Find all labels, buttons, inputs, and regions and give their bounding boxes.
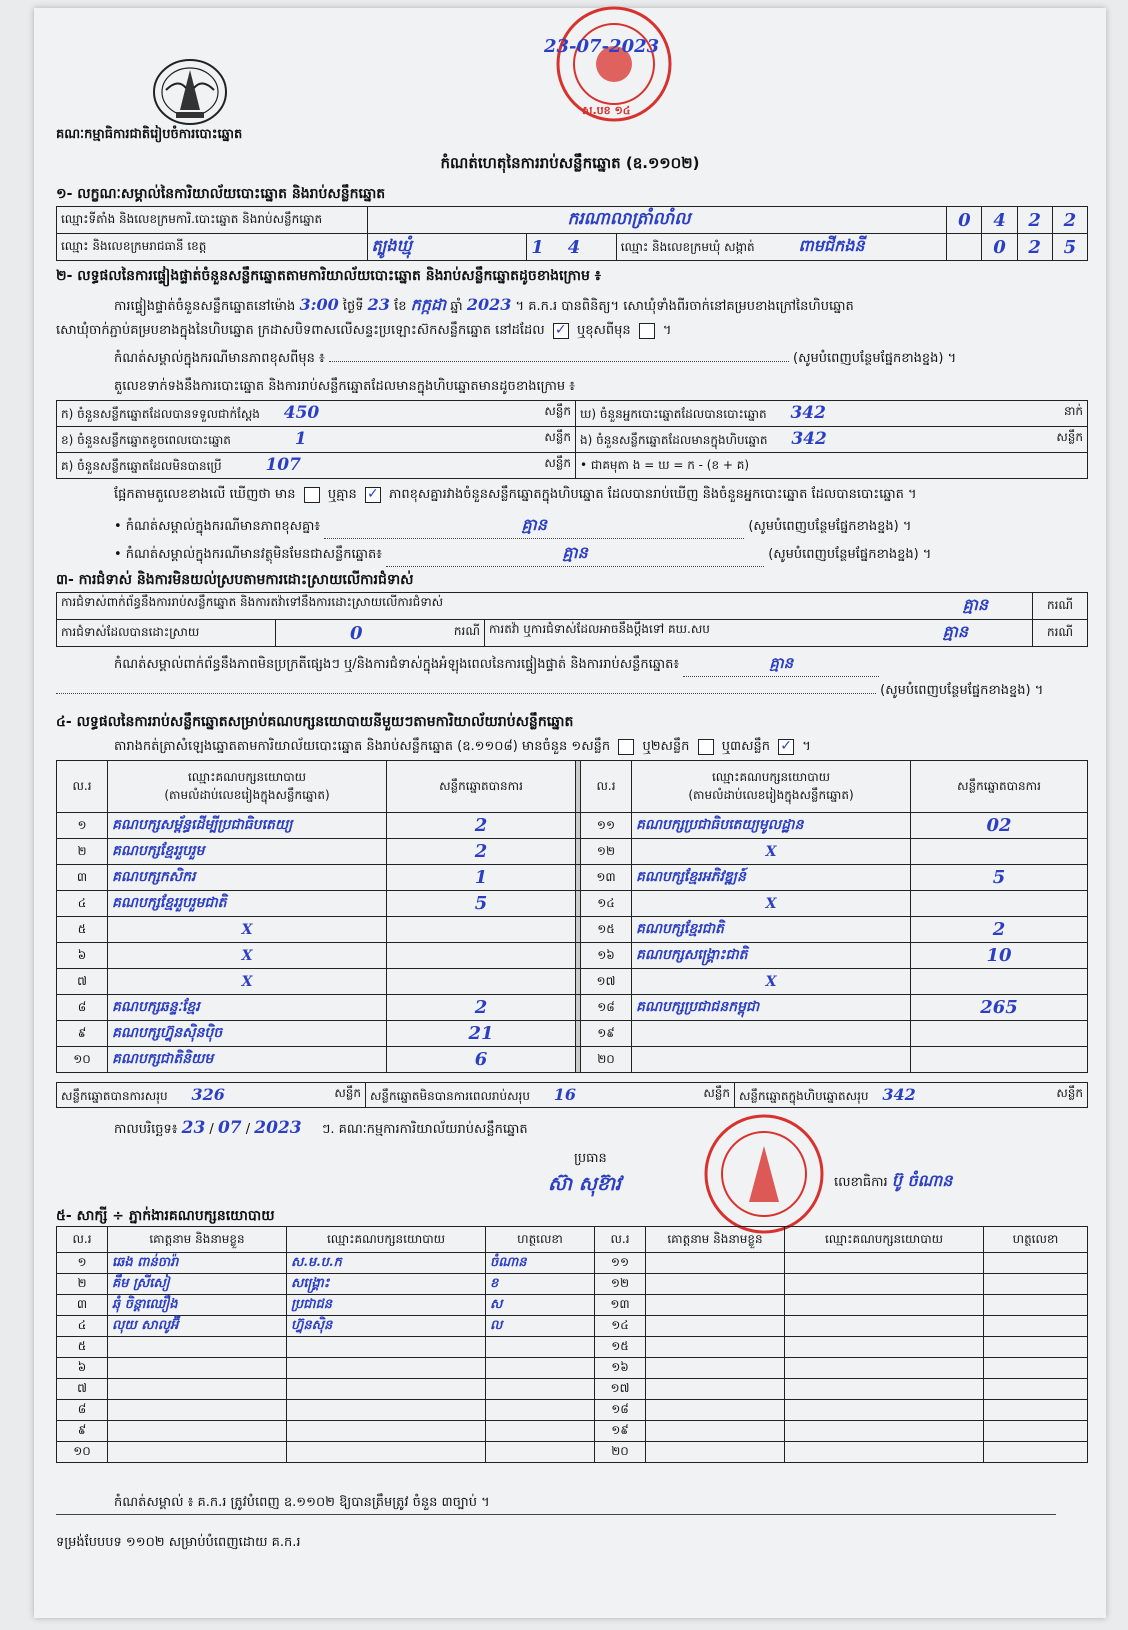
row-no: ៧ xyxy=(57,969,108,995)
row-no: ១៥ xyxy=(581,917,632,943)
witness-row xyxy=(57,1316,1088,1337)
witness-name: លុយ សាលូអ៊ី xyxy=(108,1316,287,1337)
stamp-text: ស.បខ ១៤ xyxy=(582,104,631,117)
witness-name: ឆុំ ចិន្តាឈឿង xyxy=(108,1295,287,1316)
changed-checkbox[interactable] xyxy=(639,323,655,339)
divider xyxy=(56,1514,1056,1515)
results-row xyxy=(57,865,1088,891)
witness-party: សង្គ្រោះ xyxy=(287,1274,486,1295)
bullet-foreign-object: • កំណត់សម្គាល់ក្នុងករណីមានវត្ថុមិនមែនជាសន្លឹកឆ្នោត៖ គ្មាន (សូមបំពេញបន្ថែមផ្នែកខាងខ្នង) ។ xyxy=(114,542,1094,567)
witness-name xyxy=(108,1358,287,1379)
row-no: ១១ xyxy=(581,813,632,839)
witness-name xyxy=(108,1337,287,1358)
results-row xyxy=(57,813,1088,839)
results-row xyxy=(57,1021,1088,1047)
party-name: X xyxy=(108,917,387,943)
witness-table: ល.រ គោត្តនាម និងនាមខ្លួន ឈ្មោះគណបក្សនយោបាយ ហត្ថលេខា ល.រ គោត្តនាម និងនាមខ្លួន ឈ្មោះគណបក្សនយោបាយ ហត្ថលេខា ១ ឆេង ពាន់ចារ៉ា ស.ម.ប.ក ចំណាន ១១ ២ គឹម ស្រីសៀ សង្គ្រោះ ខ ១២ ៣ ឆុំ ចិន្តាឈឿង ប្រជាជន ស ១៣ ៤ លុយ សាលូអ៊ី ហ្វ៊ុនស៊ិន ល ១៤ ៥ ១៥ ៦ ១៦ ៧ ១៧ ៨ ១៨ ៩ ១៩ ១០ ២០ xyxy=(56,1226,1088,1463)
party-name: គណបក្សប្រជាជនកម្ពុជា xyxy=(632,995,911,1021)
witness-no: ១៣ xyxy=(595,1295,646,1316)
party-votes xyxy=(911,839,1088,865)
witness-no: ៧ xyxy=(57,1379,108,1400)
form-title: កំណត់ហេតុនៃការរាប់សន្លឹកឆ្នោត (ឧ.១១០២) xyxy=(440,154,700,172)
witness-party xyxy=(287,1400,486,1421)
witness-signature: ស xyxy=(486,1295,595,1316)
one-sheet-checkbox[interactable] xyxy=(618,739,634,755)
witness-no: ៩ xyxy=(57,1421,108,1442)
witness-name xyxy=(108,1400,287,1421)
witness-party: ប្រជាជន xyxy=(287,1295,486,1316)
row-no: ១៧ xyxy=(581,969,632,995)
chair-signature: ស៊ា សុខ៊ាវ xyxy=(548,1173,621,1195)
witness-name xyxy=(108,1442,287,1463)
results-row xyxy=(57,943,1088,969)
party-name xyxy=(632,1047,911,1073)
three-sheet-checkbox[interactable] xyxy=(778,739,794,755)
witness-no: ១៨ xyxy=(595,1400,646,1421)
date-line: កាលបរិច្ឆេទ៖ 23 / 07 / 2023 ៗ. គណៈកម្មការការិយាល័យរាប់សន្លឹកឆ្នោត xyxy=(114,1118,528,1138)
row-no: ៤ xyxy=(57,891,108,917)
witness-no: ១ xyxy=(57,1253,108,1274)
party-name: X xyxy=(632,839,911,865)
count-e: ង) ចំនួនសន្លឹកឆ្នោតដែលមានក្នុងហិបឆ្នោត 342 សន្លឹក xyxy=(576,427,1088,453)
witness-no: ៥ xyxy=(57,1337,108,1358)
party-name: គណបក្សខ្មែរអភិវឌ្ឍន៍ xyxy=(632,865,911,891)
row-no: ១៦ xyxy=(581,943,632,969)
count-a: ក) ចំនួនសន្លឹកឆ្នោតដែលបានទទួលជាក់ស្តែង 450 សន្លឹក xyxy=(57,401,576,427)
witness-row xyxy=(57,1400,1088,1421)
chair-label: ប្រធាន xyxy=(574,1151,607,1166)
loc-digit-1: 0 xyxy=(947,207,982,234)
form-code: ទម្រង់បែបបទ ១១០២ សម្រាប់បំពេញដោយ គ.ក.រ xyxy=(56,1535,301,1550)
witness-name xyxy=(108,1421,287,1442)
witness-signature xyxy=(486,1442,595,1463)
party-name: គណបក្សខ្មែររួបរួម xyxy=(108,839,387,865)
verification-line: ការផ្ទៀងផ្ទាត់ចំនួនសន្លឹកឆ្នោតនៅម៉ោង 3:00 ថ្ងៃទី 23 ខែ កក្កដា ឆ្នាំ 2023 ។ គ.ក.រ បានពិនិត្យ។ សោឃុំទាំងពីរចាក់នៅគម្របខាងក្រៅនៃហិបឆ្នោត xyxy=(114,295,854,314)
seal-line: សោឃុំចាក់ភ្ជាប់គម្របខាងក្នុងនៃហិបឆ្នោត ក្រដាសបិទពាសលើសន្ទះប្រឡោះស៊កសន្លឹកឆ្នោត នៅដដែល ✓ ឬខុសពីមុន ។ xyxy=(56,322,1096,341)
witness-row xyxy=(57,1295,1088,1316)
party-name: X xyxy=(632,969,911,995)
party-name: គណបក្សខ្មែររួបរួមជាតិ xyxy=(108,891,387,917)
loc-digit-2: 4 xyxy=(982,207,1017,234)
party-votes xyxy=(911,891,1088,917)
witness-row xyxy=(57,1337,1088,1358)
witness-row xyxy=(57,1274,1088,1295)
official-stamp-bottom xyxy=(694,1110,834,1240)
party-name: គណបក្សហ្វ៊ុនស៊ិនប៉ិច xyxy=(108,1021,387,1047)
witness-no: ១២ xyxy=(595,1274,646,1295)
unchanged-checkbox[interactable] xyxy=(553,323,569,339)
results-row xyxy=(57,995,1088,1021)
commune-cell: ឈ្មោះ និងលេខក្រមឃុំ សង្កាត់ ពាមជីកងនី xyxy=(616,234,947,261)
stamp-date: 23-07-2023 xyxy=(544,36,660,57)
witness-no: ១៩ xyxy=(595,1421,646,1442)
witness-signature xyxy=(486,1421,595,1442)
com-digit-1: 0 xyxy=(982,234,1017,261)
section3-heading: ៣- ការជំទាស់ និងការមិនយល់ស្របតាមការដោះស្រាយលើការជំទាស់ xyxy=(56,572,414,588)
results-table: ល.រ ឈ្មោះគណបក្សនយោបាយ (តាមលំដាប់លេខរៀងក្នុងសន្លឹកឆ្នោត) សន្លឹកឆ្នោតបានការ ល.រ ឈ្មោះគណបក្សនយោបាយ (តាមលំដាប់លេខរៀងក្នុងសន្លឹកឆ្នោត) សន្លឹកឆ្នោតបានការ ១ គណបក្សសម្ព័ន្ធដើម្បីប្រជាធិបតេយ្យ 2 ១១ គណបក្សប្រជាធិបតេយ្យមូលដ្ឋាន 02 ២ គណបក្សខ្មែររួបរួម 2 ១២ X ៣ គណបក្សកសិករ 1 ១៣ គណបក្សខ្មែរអភិវឌ្ឍន៍ 5 ៤ គណបក្សខ្មែររួបរួមជាតិ 5 ១៤ X ៥ X ១៥ គណបក្សខ្មែរជាតិ 2 ៦ X ១៦ គណបក្សសង្គ្រោះជាតិ 10 ៧ X ១៧ X ៨ គណបក្សឆន្ទៈខ្មែរ 2 ១៨ គណបក្សប្រជាជនកម្ពុជា 265 ៩ គណបក្សហ្វ៊ុនស៊ិនប៉ិច 21 ១៩ ១០ គណបក្សជាតិនិយម 6 ២០ xyxy=(56,760,1088,1073)
section5-heading: ៥- សាក្សី ÷ ភ្នាក់ងារគណបក្សនយោបាយ xyxy=(56,1208,275,1224)
count-formula: • ជាគមុតា ង = ឃ = ក - (ខ + គ) xyxy=(576,453,1088,479)
witness-name: គឹម ស្រីសៀ xyxy=(108,1274,287,1295)
row-no: ១ xyxy=(57,813,108,839)
witness-signature xyxy=(486,1337,595,1358)
difference-note: កំណត់សម្គាល់ក្នុងករណីមានភាពខុសពីមុន ៖ (សូមបំពេញបន្ថែមផ្នែកខាងខ្នង) ។ xyxy=(114,351,957,366)
witness-no: ១៧ xyxy=(595,1379,646,1400)
totals-table xyxy=(56,1082,1088,1108)
section4-heading: ៤- លទ្ធផលនៃការរាប់សន្លឹកឆ្នោតសម្រាប់គណបក្សនយោបាយនីមួយៗតាមការិយាល័យរាប់សន្លឹកឆ្នោត xyxy=(56,714,574,730)
counts-intro: តួលេខទាក់ទងនឹងការបោះឆ្នោត និងការរាប់សន្លឹកឆ្នោតដែលមានក្នុងហិបឆ្នោតមានដូចខាងក្រោម ៖ xyxy=(114,379,575,394)
witness-no: ៨ xyxy=(57,1400,108,1421)
nec-emblem-icon xyxy=(150,52,230,128)
witness-name xyxy=(108,1379,287,1400)
witness-no: ១៤ xyxy=(595,1316,646,1337)
total-valid: សន្លឹកឆ្នោតបានការសរុប 326 សន្លឹក xyxy=(57,1083,366,1108)
party-name: គណបក្សឆន្ទៈខ្មែរ xyxy=(108,995,387,1021)
witness-signature xyxy=(486,1379,595,1400)
party-name: គណបក្សសង្គ្រោះជាតិ xyxy=(632,943,911,969)
witness-party: ហ្វ៊ុនស៊ិន xyxy=(287,1316,486,1337)
witness-no: ១១ xyxy=(595,1253,646,1274)
row-no: ១០ xyxy=(57,1047,108,1073)
witness-party xyxy=(287,1379,486,1400)
secretary-line: លេខាធិការ ប៊ូ ចំណាន xyxy=(834,1171,953,1190)
location-value: ករណាលាត្រាំលាំល xyxy=(367,207,947,234)
party-votes xyxy=(387,917,576,943)
row-no: ៩ xyxy=(57,1021,108,1047)
witness-signature: ចំណាន xyxy=(486,1253,595,1274)
party-name: X xyxy=(632,891,911,917)
section1-table xyxy=(56,206,1088,261)
province-label: ឈ្មោះ និងលេខក្រមរាជធានី ខេត្ត xyxy=(57,234,368,261)
irregularity-note: កំណត់សម្គាល់ពាក់ព័ន្ធនឹងភាពមិនប្រក្រតីផ្សេងៗ ឬ/និងការជំទាស់ក្នុងអំឡុងពេលនៃការផ្ទៀងផ្ទាត់ និងការរាប់សន្លឹកឆ្នោត៖ គ្មាន xyxy=(114,654,1094,677)
row-no: ២០ xyxy=(581,1047,632,1073)
witness-signature: ខ xyxy=(486,1274,595,1295)
witness-no: ១០ xyxy=(57,1442,108,1463)
com-digit-3: 5 xyxy=(1052,234,1087,261)
party-name xyxy=(632,1021,911,1047)
party-votes xyxy=(387,969,576,995)
total-invalid: សន្លឹកឆ្នោតមិនបានការពេលរាប់សរុប 16 សន្លឹក xyxy=(366,1083,735,1108)
witness-no: ៣ xyxy=(57,1295,108,1316)
party-name: គណបក្សកសិករ xyxy=(108,865,387,891)
party-votes: 5 xyxy=(911,865,1088,891)
witness-signature xyxy=(486,1358,595,1379)
row-no: ១២ xyxy=(581,839,632,865)
party-name: គណបក្សជាតិនិយម xyxy=(108,1047,387,1073)
party-votes: 21 xyxy=(387,1021,576,1047)
com-digit-2: 2 xyxy=(1017,234,1052,261)
row-no: ២ xyxy=(57,839,108,865)
row-no: ៦ xyxy=(57,943,108,969)
witness-row xyxy=(57,1421,1088,1442)
has-difference-checkbox[interactable] xyxy=(304,487,320,503)
row-no: ១៤ xyxy=(581,891,632,917)
row-no: ១៨ xyxy=(581,995,632,1021)
witness-row xyxy=(57,1253,1088,1274)
party-name: គណបក្សសម្ព័ន្ធដើម្បីប្រជាធិបតេយ្យ xyxy=(108,813,387,839)
witness-party xyxy=(287,1421,486,1442)
loc-digit-4: 2 xyxy=(1052,207,1087,234)
section2-heading: ២- លទ្ធផលនៃការផ្ទៀងផ្ទាត់ចំនួនសន្លឹកឆ្នោតតាមការិយាល័យបោះឆ្នោត និងរាប់សន្លឹកឆ្នោតដូចខាងក្រោម ៖ xyxy=(56,268,601,284)
party-votes: 265 xyxy=(911,995,1088,1021)
count-c: គ) ចំនួនសន្លឹកឆ្នោតដែលមិនបានប្រើ 107 សន្លឹក xyxy=(57,453,576,479)
party-votes: 2 xyxy=(911,917,1088,943)
no-difference-checkbox[interactable] xyxy=(365,487,381,503)
witness-signature xyxy=(486,1400,595,1421)
compare-line: ផ្អែកតាមតួលេខខាងលើ ឃើញថា មាន ឬគ្មាន ✓ ភាពខុសគ្នារវាងចំនួនសន្លឹកឆ្នោតក្នុងហិបឆ្នោត ដែលបានរាប់ឃើញ និងចំនួនអ្នកបោះឆ្នោត ដែលបានបោះឆ្នោត ។ xyxy=(114,486,1094,505)
resolved-count: 0 ករណី xyxy=(276,620,485,647)
row-no: ៨ xyxy=(57,995,108,1021)
witness-no: ១៥ xyxy=(595,1337,646,1358)
row-no: ១៩ xyxy=(581,1021,632,1047)
committee-name: គណៈកម្មាធិការជាតិរៀបចំការបោះឆ្នោត xyxy=(56,127,243,142)
form-page: 23-07-2023 ស.បខ ១៤ គណៈកម្មាធិការជាតិរៀបចំការបោះឆ្នោត កំណត់ហេតុនៃការរាប់សន្លឹកឆ្នោត (ឧ.១១០២) ១- លក្ខណៈសម្គាល់នៃការិយាល័យបោះឆ្នោត និងរាប់សន្លឹកឆ្នោត ឈ្មោះទីតាំង និងលេខក្រមការិ.បោះឆ្នោត និងរាប់សន្លឹកឆ្នោត ករណាលាត្រាំលាំល 0 4 2 2 ឈ្មោះ និងលេខក្រមរាជធានី ខេត្ត ត្បូងឃ្មុំ 14 ឈ្មោះ និងលេខក្រមឃុំ សង្កាត់ ពាមជីកងនី 0 2 5 ២- លទ្ធផលនៃការផ្ទៀងផ្ទាត់ចំនួនសន្លឹកឆ្នោតតាមការិយាល័យបោះឆ្នោត និងរាប់សន្លឹកឆ្នោតដូចខាងក្រោម ៖ ការផ្ទៀងផ្ទាត់ចំនួនសន្លឹកឆ្នោតនៅម៉ោង 3:00 ថ្ងៃទី 23 ខែ កក្កដា ឆ្នាំ 2023 ។ គ.ក.រ បានពិនិត្យ។ សោឃុំទាំងពីរចាក់នៅគម្របខាងក្រៅនៃហិបឆ្នោត សោឃុំចាក់ភ្ជាប់គម្របខាងក្នុងនៃហិបឆ្នោត ក្រដាសបិទពាសលើសន្ទះប្រឡោះស៊កសន្លឹកឆ្នោត នៅដដែល ✓ ឬខុសពីមុន ។ កំណត់សម្គាល់ក្នុងករណីមានភាពខុសពីមុន ៖ (សូមបំពេញបន្ថែមផ្នែកខាងខ្នង) ។ តួលេខទាក់ទងនឹងការបោះឆ្នោត និងការរាប់សន្លឹកឆ្នោតដែលមានក្នុងហិបឆ្នោតមានដូចខាងក្រោម ៖ ក) ចំនួនសន្លឹកឆ្នោតដែលបានទទួលជាក់ស្តែង 450 សន្លឹក ឃ) ចំនួនអ្នកបោះឆ្នោតដែលបានបោះឆ្នោត 342 នាក់ ខ) ចំនួនសន្លឹកឆ្នោតខូចពេលបោះឆ្នោត 1 សន្លឹក ង) ចំនួនសន្លឹកឆ្នោតដែលមានក្នុងហិបឆ្នោត 342 សន្លឹក គ) ចំនួនសន្លឹកឆ្នោតដែលមិនបានប្រើ 107 សន្លឹក • ជាគមុតា ង = ឃ = ក - (ខ + គ) ផ្អែកតាមតួលេខខាងលើ ឃើញថា មាន ឬគ្មាន ✓ ភាពខុសគ្នារវាងចំនួនសន្លឹកឆ្នោតក្នុងហិបឆ្នោត ដែលបានរាប់ឃើញ និងចំនួនអ្នកបោះឆ្នោត ដែលបានបោះឆ្នោត ។ • កំណត់សម្គាល់ក្នុងករណីមានភាពខុសគ្នា៖ គ្មាន (សូមបំពេញបន្ថែមផ្នែកខាងខ្នង) ។ • កំណត់សម្គាល់ក្នុងករណីមានវត្ថុមិនមែនជាសន្លឹកឆ្នោត៖ គ្មាន (សូមបំពេញបន្ថែមផ្នែកខាងខ្នង) ។ ៣- ការជំទាស់ និងការមិនយល់ស្របតាមការដោះស្រាយលើការជំទាស់ ការជំទាស់ពាក់ព័ន្ធនឹងការរាប់សន្លឹកឆ្នោត និងការតវ៉ាទៅនឹងការដោះស្រាយលើការជំទាស់ គ្មាន ករណី ការជំទាស់ដែលបានដោះស្រាយ 0 ករណី ការតវ៉ា ឬការជំទាស់ដែលអាចនឹងប្តឹងទៅ គឃ.សប គ្មាន ករណី កំណត់សម្គាល់ពាក់ព័ន្ធនឹងភាពមិនប្រក្រតីផ្សេងៗ ឬ/និងការជំទាស់ក្នុងអំឡុងពេលនៃការផ្ទៀងផ្ទាត់ និងការរាប់សន្លឹកឆ្នោត៖ គ្មាន (សូមបំពេញបន្ថែមផ្នែកខាងខ្នង) ។ ៤- លទ្ធផលនៃការរាប់សន្លឹកឆ្នោតសម្រាប់គណបក្សនយោបាយនីមួយៗតាមការិយាល័យរាប់សន្លឹកឆ្នោត តារាងកត់ត្រាសំឡេងឆ្នោតតាមការិយាល័យបោះឆ្នោត និងរាប់សន្លឹកឆ្នោត (ឧ.១១០៨) មានចំនួន ១សន្លឹក ឬ២សន្លឹក ឬ៣សន្លឹក ✓ ។ ល.រ ឈ្មោះគណបក្សនយោបាយ (តាមលំដាប់លេខរៀងក្នុងសន្លឹកឆ្នោត) សន្លឹកឆ្នោតបានការ ល.រ ឈ្មោះគណបក្សនយោបាយ (តាមលំដាប់លេខរៀងក្នុងសន្លឹកឆ្នោត) សន្លឹកឆ្នោតបានការ ១ គណបក្សសម្ព័ន្ធដើម្បីប្រជាធិបតេយ្យ 2 ១១ គណបក្សប្រជាធិបតេយ្យមូលដ្ឋាន 02 ២ គណបក្សខ្មែររួបរួម 2 ១២ X ៣ គណបក្សកសិករ 1 ១៣ គណបក្សខ្មែរអភិវឌ្ឍន៍ 5 ៤ គណបក្សខ្មែររួបរួមជាតិ 5 ១៤ X ៥ X ១៥ គណបក្សខ្មែរជាតិ 2 ៦ X ១៦ គណបក្សសង្គ្រោះជាតិ 10 ៧ X ១៧ X ៨ គណបក្សឆន្ទៈខ្មែរ 2 ១៨ គណបក្សប្រជាជនកម្ពុជា 265 ៩ គណបក្សហ្វ៊ុនស៊ិនប៉ិច 21 ១៩ ១០ គណបក្សជាតិនិយម 6 ២០ សន្លឹកឆ្នោតបានការសរុប 326 សន្លឹក សន្លឹកឆ្នោតមិនបានការពេលរាប់សរុប 16 សន្លឹក សន្លឹកឆ្នោតក្នុងហិបឆ្នោតសរុប 342 សន្លឹក កាលបរិច្ឆេទ៖ 23 / 07 / 2023 ៗ. គណៈកម្មការការិយាល័យរាប់សន្លឹកឆ្នោត ប្រធាន ស៊ា សុខ៊ាវ លេខាធិការ ប៊ូ ចំណាន ៥- សាក្សី ÷ ភ្នាក់ងារគណបក្សនយោបាយ ល.រ គោត្តនាម និងនាមខ្លួន ឈ្មោះគណបក្សនយោបាយ ហត្ថលេខា ល.រ គោត្តនាម និងនាមខ្លួន ឈ្មោះគណបក្សនយោបាយ ហត្ថលេខា ១ ឆេង ពាន់ចារ៉ា ស.ម.ប.ក ចំណាន ១១ ២ គឹម ស្រីសៀ សង្គ្រោះ ខ ១២ ៣ ឆុំ ចិន្តាឈឿង ប្រជាជន ស ១៣ ៤ លុយ សាលូអ៊ី ហ្វ៊ុនស៊ិន ល ១៤ ៥ ១៥ ៦ ១៦ ៧ ១៧ ៨ ១៨ ៩ ១៩ ១០ ២០ កំណត់សម្គាល់ ៖ គ.ក.រ ត្រូវបំពេញ ឧ.១១០២ ឱ្យបានត្រឹមត្រូវ ចំនួន ៣ច្បាប់ ។ ទម្រង់បែបបទ ១១០២ សម្រាប់បំពេញដោយ គ.ក.រ xyxy=(34,8,1106,1618)
party-votes xyxy=(911,1021,1088,1047)
row-no: ១៣ xyxy=(581,865,632,891)
witness-party xyxy=(287,1442,486,1463)
row-no: ៥ xyxy=(57,917,108,943)
results-row xyxy=(57,891,1088,917)
two-sheet-checkbox[interactable] xyxy=(698,739,714,755)
location-label: ឈ្មោះទីតាំង និងលេខក្រមការិ.បោះឆ្នោត និងរាប់សន្លឹកឆ្នោត xyxy=(57,207,368,234)
party-votes xyxy=(911,1047,1088,1073)
bullet-difference: • កំណត់សម្គាល់ក្នុងករណីមានភាពខុសគ្នា៖ គ្មាន (សូមបំពេញបន្ថែមផ្នែកខាងខ្នង) ។ xyxy=(114,514,1094,539)
sheets-line: តារាងកត់ត្រាសំឡេងឆ្នោតតាមការិយាល័យបោះឆ្នោត និងរាប់សន្លឹកឆ្នោត (ឧ.១១០៨) មានចំនួន ១សន្លឹក ឬ២សន្លឹក ឬ៣សន្លឹក ✓ ។ xyxy=(114,738,811,757)
complaints-table: ការជំទាស់ពាក់ព័ន្ធនឹងការរាប់សន្លឹកឆ្នោត និងការតវ៉ាទៅនឹងការដោះស្រាយលើការជំទាស់ គ្មាន ករណី ការជំទាស់ដែលបានដោះស្រាយ 0 ករណី ការតវ៉ា ឬការជំទាស់ដែលអាចនឹងប្តឹងទៅ គឃ.សប គ្មាន ករណី xyxy=(56,592,1088,647)
province-digits: 14 xyxy=(527,234,616,261)
witness-name: ឆេង ពាន់ចារ៉ា xyxy=(108,1253,287,1274)
party-votes: 02 xyxy=(911,813,1088,839)
party-votes: 1 xyxy=(387,865,576,891)
witness-no: ៦ xyxy=(57,1358,108,1379)
party-name: X xyxy=(108,943,387,969)
witness-no: ១៦ xyxy=(595,1358,646,1379)
party-votes: 6 xyxy=(387,1047,576,1073)
witness-no: ៤ xyxy=(57,1316,108,1337)
party-name: គណបក្សប្រជាធិបតេយ្យមូលដ្ឋាន xyxy=(632,813,911,839)
witness-party xyxy=(287,1337,486,1358)
row-no: ៣ xyxy=(57,865,108,891)
complaint-label: ការជំទាស់ពាក់ព័ន្ធនឹងការរាប់សន្លឹកឆ្នោត និងការតវ៉ាទៅនឹងការដោះស្រាយលើការជំទាស់ គ្មាន xyxy=(57,593,1033,620)
party-votes: 10 xyxy=(911,943,1088,969)
witness-party xyxy=(287,1358,486,1379)
results-row xyxy=(57,969,1088,995)
witness-party: ស.ម.ប.ក xyxy=(287,1253,486,1274)
witness-row xyxy=(57,1358,1088,1379)
party-votes xyxy=(387,943,576,969)
results-row xyxy=(57,1047,1088,1073)
count-b: ខ) ចំនួនសន្លឹកឆ្នោតខូចពេលបោះឆ្នោត 1 សន្លឹក xyxy=(57,427,576,453)
results-row xyxy=(57,917,1088,943)
count-d: ឃ) ចំនួនអ្នកបោះឆ្នោតដែលបានបោះឆ្នោត 342 នាក់ xyxy=(576,401,1088,427)
party-votes: 2 xyxy=(387,839,576,865)
commune-value: ពាមជីកងនី xyxy=(798,236,865,255)
loc-digit-3: 2 xyxy=(1017,207,1052,234)
party-votes: 5 xyxy=(387,891,576,917)
witness-no: ២ xyxy=(57,1274,108,1295)
com-digit-0 xyxy=(947,234,982,261)
party-votes: 2 xyxy=(387,813,576,839)
witness-signature: ល xyxy=(486,1316,595,1337)
party-votes xyxy=(911,969,1088,995)
counts-table xyxy=(56,400,1088,479)
party-name: X xyxy=(108,969,387,995)
province-value: ត្បូងឃ្មុំ xyxy=(367,234,527,261)
party-name: គណបក្សខ្មែរជាតិ xyxy=(632,917,911,943)
results-row xyxy=(57,839,1088,865)
section1-heading: ១- លក្ខណៈសម្គាល់នៃការិយាល័យបោះឆ្នោត និងរាប់សន្លឹកឆ្នោត xyxy=(56,186,386,202)
witness-no: ២០ xyxy=(595,1442,646,1463)
total-in-box: សន្លឹកឆ្នោតក្នុងហិបឆ្នោតសរុប 342 សន្លឹក xyxy=(735,1083,1088,1108)
witness-row xyxy=(57,1442,1088,1463)
witness-row xyxy=(57,1379,1088,1400)
footnote: កំណត់សម្គាល់ ៖ គ.ក.រ ត្រូវបំពេញ ឧ.១១០២ ឱ្យបានត្រឹមត្រូវ ចំនួន ៣ច្បាប់ ។ xyxy=(114,1495,490,1510)
party-votes: 2 xyxy=(387,995,576,1021)
